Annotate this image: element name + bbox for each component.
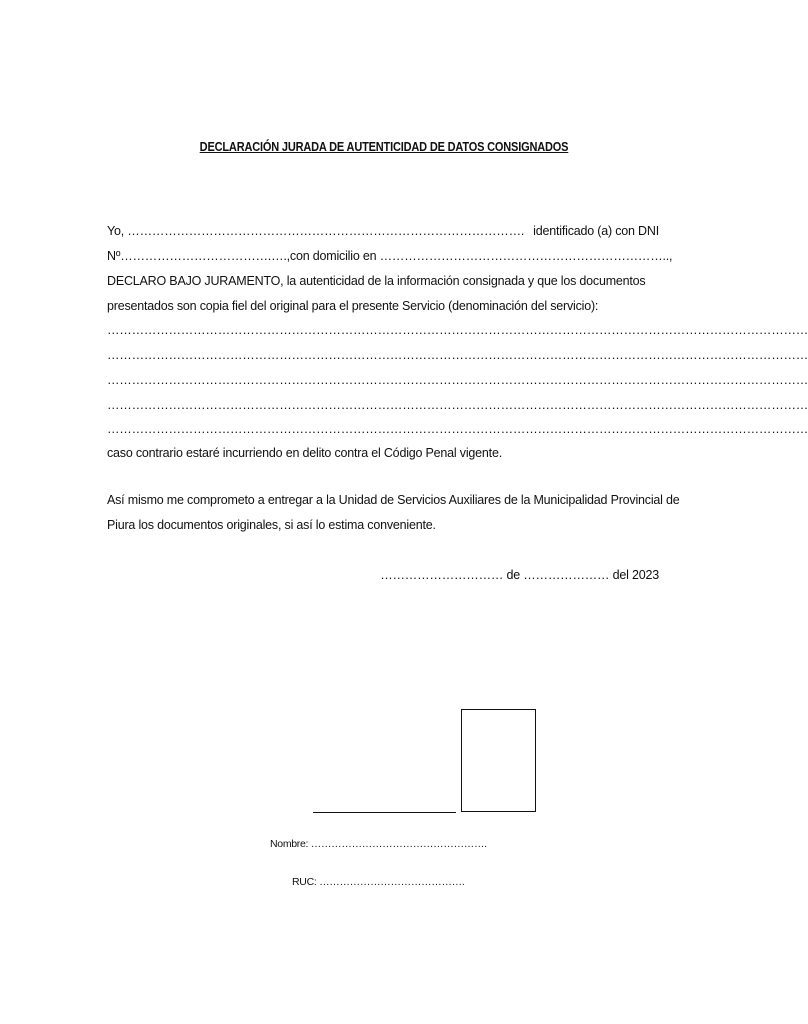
statement-line-3: DECLARO BAJO JURAMENTO, la autenticidad de la información consignada y que los documentos (107, 274, 646, 288)
ruc-field: RUC: ……………………………………. (292, 876, 465, 888)
statement-line-1 (107, 224, 659, 238)
statement-line-10: caso contrario estaré incurriendo en delito contra el Código Penal vigente. (107, 446, 502, 460)
name-blank: Yo, ……………………………………………………………………………………. (107, 224, 525, 238)
date-line: ………………………… de ………………… del 2023 (380, 568, 659, 582)
document-title: DECLARACIÓN JURADA DE AUTENTICIDAD DE DATOS CONSIGNADOS (199, 140, 569, 154)
paragraph2-line-1: Así mismo me comprometo a entregar a la Unidad de Servicios Auxiliares de la Municipalidad Provincial de (107, 493, 680, 507)
service-dotted-line-5: ……………………………………………………………………………………………………………………………………………………… (107, 422, 808, 436)
service-dotted-line-3: ……………………………………………………………………………………………………………………………………………………… (107, 373, 808, 387)
signature-line (313, 812, 456, 813)
paragraph2-line-2: Piura los documentos originales, si así lo estima conveniente. (107, 518, 436, 532)
statement-line-2: Nº……………………………….….,con domicilio en …………………………………………………………….., (107, 249, 673, 263)
fingerprint-box (461, 709, 536, 812)
statement-line-4: presentados son copia fiel del original para el presente Servicio (denominación del servicio): (107, 299, 599, 313)
service-dotted-line-1: ……………………………………………………………………………………………………………………………………………………… (107, 323, 808, 337)
dni-label: identificado (a) con DNI (533, 224, 659, 238)
nombre-field: Nombre: ……………………………………………. (270, 838, 487, 850)
service-dotted-line-2: ……………………………………………………………………………………………………………………………………………………… (107, 348, 808, 362)
service-dotted-line-4: ……………………………………………………………………………………………………………………………………………………… (107, 398, 808, 412)
